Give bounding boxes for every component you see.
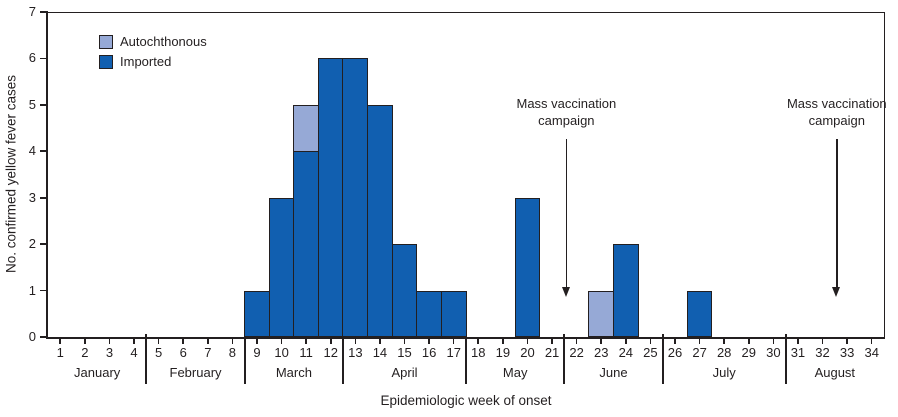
y-tick-label-4: 4 (28, 143, 36, 159)
x-tick-week-29 (748, 338, 750, 344)
x-tick-week-20 (527, 338, 529, 344)
x-axis-title: Epidemiologic week of onset (380, 393, 552, 408)
week-label-15: 15 (397, 345, 412, 360)
y-tick-label-0: 0 (28, 329, 36, 344)
x-tick-week-18 (477, 338, 479, 344)
annotation-text-2: Mass vaccination campaign (786, 96, 887, 128)
week-label-30: 30 (766, 345, 781, 360)
month-separator-after-july (785, 334, 787, 384)
month-label-april: April (391, 365, 418, 380)
y-tick-label-6: 6 (28, 50, 36, 66)
month-label-may: May (502, 365, 528, 380)
month-separator-after-june (662, 334, 664, 384)
week-label-12: 12 (323, 345, 338, 360)
week-label-5: 5 (155, 345, 163, 360)
week-label-8: 8 (228, 345, 237, 360)
week-label-17: 17 (446, 345, 461, 360)
bar-week-24-imported (613, 244, 639, 337)
month-separator-after-january (145, 334, 147, 384)
week-label-25: 25 (643, 345, 658, 360)
week-label-16: 16 (421, 345, 437, 360)
bar-week-14-imported (367, 105, 393, 337)
month-label-june: June (599, 365, 628, 380)
y-tick-label-5: 5 (28, 96, 36, 112)
week-label-14: 14 (372, 345, 388, 360)
week-label-10: 10 (274, 345, 289, 360)
bar-week-16-imported (416, 291, 442, 337)
y-tick-4 (40, 150, 48, 152)
x-tick-week-12 (330, 338, 332, 344)
x-tick-week-6 (182, 338, 184, 344)
week-label-28: 28 (716, 345, 732, 360)
x-tick-week-26 (674, 338, 676, 344)
week-label-21: 21 (544, 345, 560, 360)
week-label-33: 33 (839, 345, 855, 360)
week-label-23: 23 (594, 345, 609, 360)
annotation-arrow-line-2 (836, 139, 838, 288)
x-tick-week-13 (355, 338, 357, 344)
x-tick-week-17 (453, 338, 455, 344)
x-tick-week-14 (379, 338, 381, 344)
x-tick-week-7 (207, 338, 209, 344)
week-label-2: 2 (81, 345, 89, 360)
month-label-august: August (814, 365, 856, 380)
x-tick-week-32 (822, 338, 824, 344)
annotation-arrow-head-1 (562, 287, 570, 297)
week-label-4: 4 (130, 345, 138, 360)
x-tick-week-1 (59, 338, 61, 344)
x-tick-week-24 (625, 338, 627, 344)
y-tick-2 (40, 243, 48, 245)
month-separator-after-february (244, 334, 246, 384)
week-label-26: 26 (667, 345, 683, 360)
x-tick-week-10 (281, 338, 283, 344)
x-tick-week-19 (502, 338, 504, 344)
y-tick-label-3: 3 (28, 189, 36, 205)
bar-week-9-imported (244, 291, 270, 337)
x-tick-week-3 (109, 338, 111, 344)
x-tick-week-5 (158, 338, 160, 344)
week-label-1: 1 (56, 345, 64, 360)
x-tick-week-21 (551, 338, 553, 344)
legend-swatch-autochthonous (99, 35, 113, 49)
week-label-13: 13 (348, 345, 363, 360)
week-label-32: 32 (815, 345, 830, 360)
x-tick-week-23 (600, 338, 602, 344)
x-tick-week-16 (428, 338, 430, 344)
legend-swatch-imported (99, 55, 113, 69)
legend-row-imported (99, 55, 207, 69)
week-label-27: 27 (692, 345, 707, 360)
annotation-arrow-line-1 (566, 139, 568, 288)
x-tick-week-22 (576, 338, 578, 344)
x-tick-week-27 (699, 338, 701, 344)
bar-week-23-autochthonous (588, 291, 614, 337)
week-label-6: 6 (179, 345, 187, 360)
y-tick-0 (40, 336, 48, 338)
week-label-24: 24 (618, 345, 634, 360)
y-tick-1 (40, 290, 48, 292)
y-axis-title: No. confirmed yellow fever cases (3, 74, 19, 274)
x-tick-week-9 (256, 338, 258, 344)
week-label-9: 9 (253, 345, 261, 360)
legend-label-imported: Imported (120, 54, 172, 69)
month-label-february: February (169, 365, 222, 380)
legend-row-autochthonous (99, 35, 207, 49)
legend-label-autochthonous: Autochthonous (120, 34, 207, 49)
week-label-29: 29 (741, 345, 756, 360)
week-label-18: 18 (471, 345, 486, 360)
month-separator-after-may (563, 334, 565, 384)
y-tick-3 (40, 197, 48, 199)
annotation-arrow-head-2 (832, 287, 840, 297)
y-tick-5 (40, 104, 48, 106)
x-tick-week-25 (650, 338, 652, 344)
month-separator-after-april (465, 334, 467, 384)
month-label-july: July (712, 365, 736, 380)
bar-week-13-imported (342, 58, 368, 337)
x-tick-week-15 (404, 338, 406, 344)
bar-week-12-imported (318, 58, 344, 337)
x-tick-week-2 (84, 338, 86, 344)
legend (99, 35, 207, 75)
x-tick-week-33 (846, 338, 848, 344)
week-label-11: 11 (299, 345, 313, 360)
annotation-text-1: Mass vaccination campaign (516, 96, 617, 128)
x-tick-week-30 (773, 338, 775, 344)
bar-week-11-imported (293, 151, 319, 337)
week-label-7: 7 (204, 345, 212, 360)
bar-week-11-autochthonous (293, 105, 319, 153)
x-tick-week-28 (723, 338, 725, 344)
y-tick-6 (40, 58, 48, 60)
week-label-20: 20 (520, 345, 535, 360)
bar-week-20-imported (515, 198, 541, 337)
y-tick-label-7: 7 (28, 4, 36, 19)
x-tick-week-11 (305, 338, 307, 344)
month-label-january: January (74, 365, 121, 380)
bar-week-27-imported (687, 291, 713, 337)
y-tick-7 (40, 11, 48, 13)
month-separator-after-march (342, 334, 344, 384)
month-label-march: March (275, 365, 312, 380)
x-tick-week-8 (232, 338, 234, 344)
week-label-31: 31 (790, 345, 806, 360)
bar-week-15-imported (392, 244, 418, 337)
bar-week-10-imported (269, 198, 295, 337)
y-tick-label-2: 2 (28, 236, 36, 252)
y-tick-label-1: 1 (28, 282, 36, 298)
week-label-19: 19 (495, 345, 511, 360)
week-label-3: 3 (105, 345, 114, 360)
x-tick-week-34 (871, 338, 873, 344)
week-label-34: 34 (864, 345, 879, 360)
bar-week-17-imported (441, 291, 467, 337)
x-tick-week-31 (797, 338, 799, 344)
week-label-22: 22 (569, 345, 584, 360)
x-tick-week-4 (133, 338, 135, 344)
